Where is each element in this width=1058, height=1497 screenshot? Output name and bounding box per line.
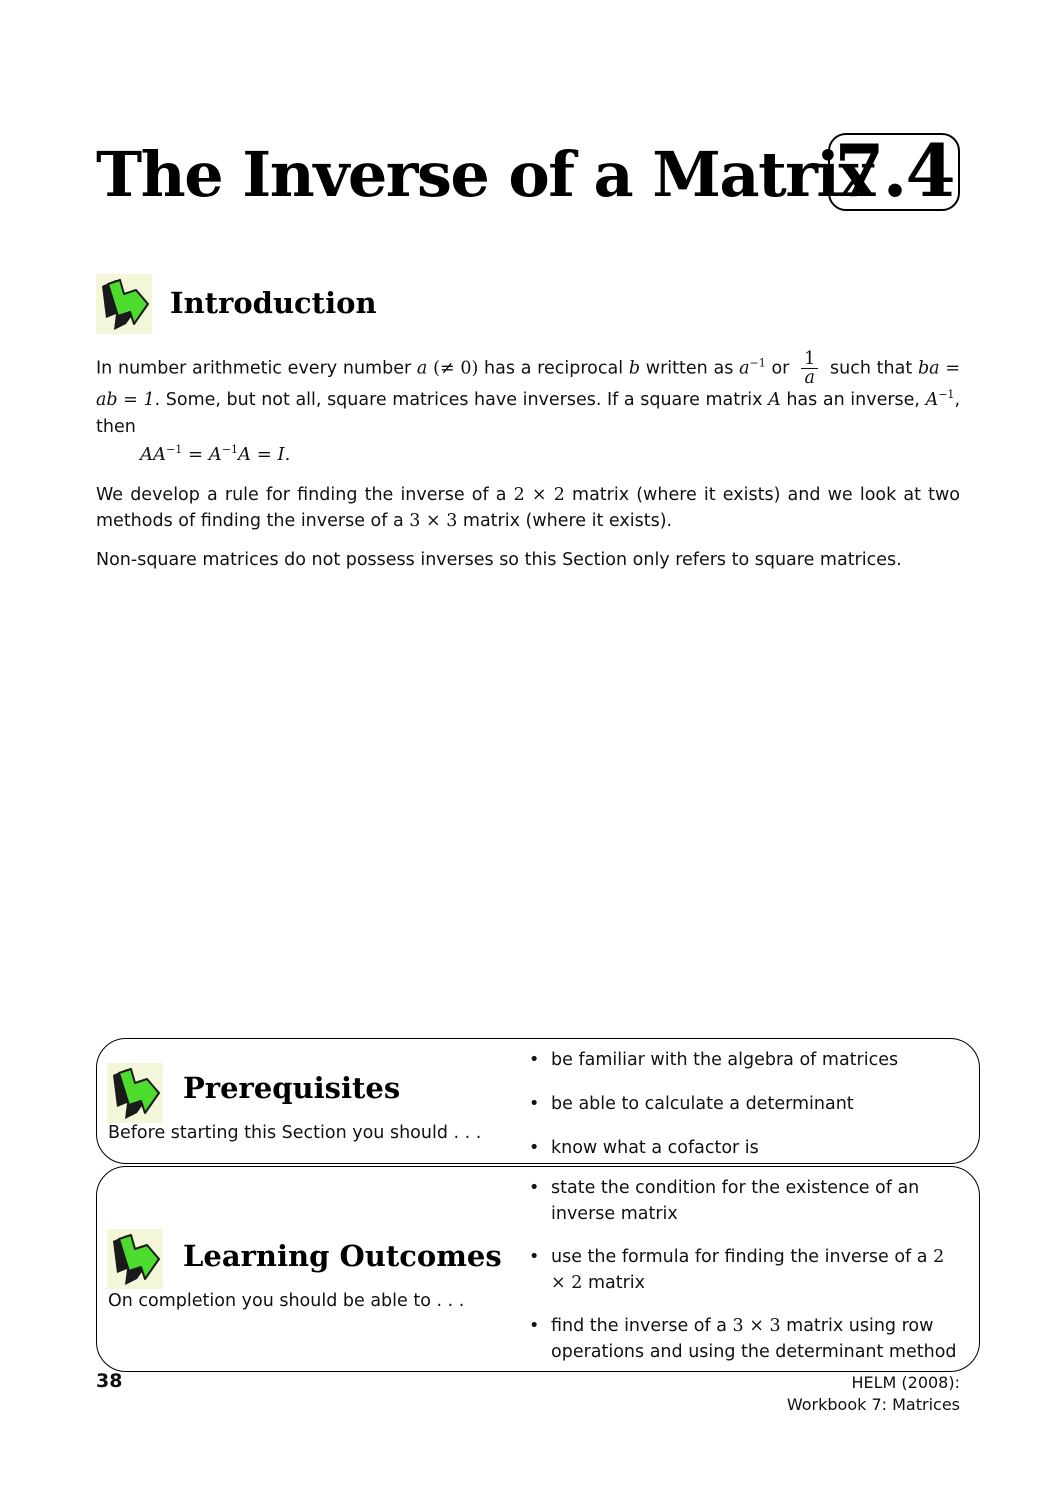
math-b: b (628, 358, 641, 379)
text-run: matrix using row operations and using the determinant method (551, 1316, 957, 1362)
learning-outcomes-list (529, 1175, 969, 1365)
math-2x2: 2 × 2 (551, 1247, 945, 1293)
bullet: • (529, 1050, 540, 1070)
intro-paragraph-1 (96, 350, 960, 441)
text-run: written as (640, 358, 740, 379)
math-not-zero: (≠ 0) (433, 358, 479, 379)
intro-paragraph-3: Non-square matrices do not possess inverses so this Section only refers to square matrices. (96, 550, 902, 570)
eq-part: A = I. (237, 444, 291, 465)
list-item (529, 1175, 959, 1227)
eq-superscript: −1 (166, 443, 183, 456)
text-run: matrix (where it exists). (457, 511, 673, 531)
text-run: matrix (582, 1273, 645, 1293)
bullet: • (529, 1094, 540, 1114)
prerequisites-box (96, 1038, 980, 1164)
bullet: • (529, 1316, 540, 1336)
math-3x3: 3 × 3 (409, 511, 458, 531)
math-2x2: 2 × 2 (513, 485, 565, 505)
text-run: In number arithmetic every number (96, 358, 417, 379)
prerequisites-list (529, 1047, 969, 1157)
learning-outcomes-box (96, 1166, 980, 1372)
math-a: a (416, 358, 428, 379)
list-item (529, 1244, 959, 1296)
superscript: −1 (938, 388, 955, 402)
text-run: matrix (where it exists) and we look at two methods of finding the inverse of a (96, 485, 961, 531)
fraction-numerator: 1 (801, 350, 818, 369)
footer-line-1: HELM (2008): (851, 1373, 960, 1392)
introduction-heading: Introduction (170, 286, 377, 320)
prerequisites-heading: Prerequisites (183, 1071, 401, 1105)
page-number: 38 (96, 1370, 123, 1392)
superscript: −1 (749, 356, 766, 370)
text-run: find the inverse of a (551, 1316, 733, 1336)
page-title: The Inverse of a Matrix (96, 138, 874, 211)
math-a-inverse: a (739, 358, 750, 379)
eq-part: = A (182, 444, 222, 465)
helm-arrow-icon (96, 274, 152, 334)
list-item (529, 1313, 959, 1365)
list-item-text (551, 1313, 971, 1365)
math-A-inverse: A (925, 390, 939, 410)
list-item-text: be familiar with the algebra of matrices (551, 1050, 899, 1070)
prerequisites-subtitle: Before starting this Section you should . . . (108, 1123, 482, 1143)
learning-outcomes-subtitle: On completion you should be able to . . . (108, 1291, 465, 1311)
text-run: has an inverse, (780, 390, 926, 410)
math-ba-ab: ba = ab = 1 (96, 358, 960, 410)
intro-paragraph-2 (96, 482, 960, 534)
text-run: has a reciprocal (478, 358, 629, 379)
bullet: • (529, 1138, 540, 1158)
list-item-text: be able to calculate a determinant (551, 1094, 854, 1114)
footer-workbook-info (787, 1372, 960, 1416)
list-item-text (551, 1244, 961, 1296)
section-number-badge: 7.4 (828, 133, 960, 211)
fraction-denominator: a (804, 368, 815, 388)
text-run: use the formula for finding the inverse of a (551, 1247, 934, 1267)
helm-arrow-icon (107, 1063, 163, 1123)
math-A: A (768, 390, 781, 410)
bullet: • (529, 1247, 540, 1267)
helm-arrow-icon (107, 1229, 163, 1289)
text-run: or (765, 358, 796, 379)
list-item-text: know what a cofactor is (551, 1138, 759, 1158)
text-run: , then (96, 390, 961, 437)
text-run: such that (824, 358, 918, 379)
eq-superscript: −1 (221, 443, 238, 456)
eq-part: AA (140, 444, 166, 465)
bullet: • (529, 1178, 540, 1198)
learning-outcomes-heading: Learning Outcomes (183, 1239, 502, 1273)
text-run: We develop a rule for finding the inverse of a (96, 485, 514, 505)
list-item-text: state the condition for the existence of an inverse matrix (551, 1178, 920, 1224)
fraction-one-over-a (801, 350, 818, 387)
footer-line-2: Workbook 7: Matrices (786, 1395, 960, 1414)
math-3x3: 3 × 3 (732, 1316, 781, 1336)
text-run: . Some, but not all, square matrices have inverses. If a square matrix (154, 390, 769, 410)
inverse-equation (140, 444, 290, 465)
